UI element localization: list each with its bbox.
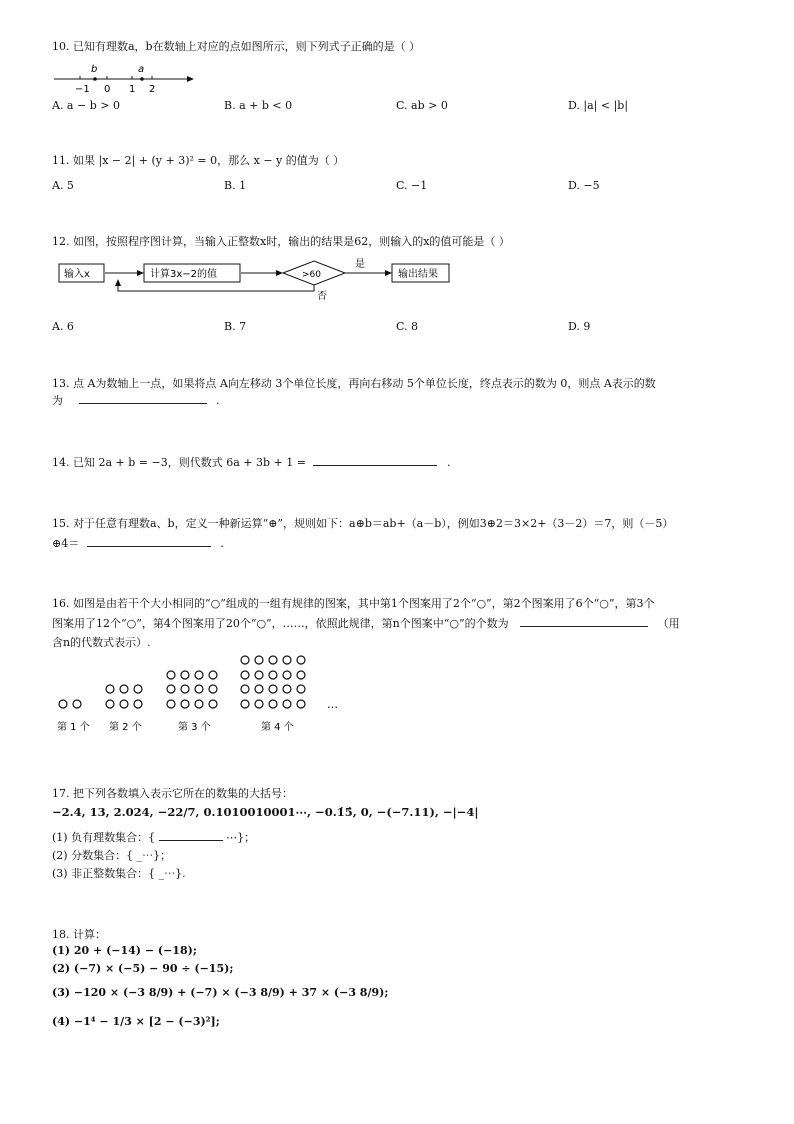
q18-item-4: (4) −1⁴ − 1/3 × [2 − (−3)²]; <box>52 1015 220 1028</box>
q11-stem: 11. 如果 |x − 2| + (y + 3)² = 0，那么 x − y 的值为（ ） <box>52 154 345 167</box>
q16-suffix: （用 <box>657 617 680 630</box>
q16-circle-patterns <box>52 650 352 740</box>
q17-item-2 <box>52 847 171 863</box>
q12-stem: 12. 如图，按照程序图计算，当输入正整数x时，输出的结果是62，则输入的x的值可能是（ ） <box>52 235 510 248</box>
flow-output-box: 输出结果 <box>398 269 438 280</box>
q17-numbers: −2.4, 13, 2.024, −22/7, 0.1010010001⋯, −0.1̇5̇, 0, −(−7.11), −|−4| <box>52 805 479 819</box>
q15-line2 <box>52 535 224 551</box>
q10-option-c: C. ab > 0 <box>396 99 448 112</box>
q14-line <box>52 454 450 470</box>
pattern-3 <box>167 671 217 708</box>
q10-option-b: B. a + b < 0 <box>224 99 293 112</box>
q11-option-c: C. −1 <box>396 179 428 192</box>
tick-label: −1 <box>75 84 90 94</box>
q13-line1: 13. 点 A为数轴上一点，如果将点 A向左移动 3个单位长度，再向右移动 5个单位长度，终点表示的数为 0，则点 A表示的数 <box>52 377 656 390</box>
pattern-1 <box>59 700 81 708</box>
q17-item-1-blank[interactable] <box>159 829 223 841</box>
q14-answer-blank[interactable] <box>313 454 437 466</box>
q17-item-3-tail: _⋯}. <box>158 867 186 880</box>
pattern-label-2: 第 2 个 <box>109 722 142 733</box>
q15-prefix: ⊕4＝ <box>52 537 80 550</box>
q16-line2 <box>52 615 680 631</box>
pattern-label-3: 第 3 个 <box>178 722 211 733</box>
pattern-2 <box>106 685 142 708</box>
q16-line3: 含n的代数式表示）. <box>52 636 151 649</box>
q15-answer-blank[interactable] <box>87 535 211 547</box>
q17-item-3 <box>52 865 186 881</box>
q17-stem: 17. 把下列各数填入表示它所在的数集的大括号： <box>52 787 293 800</box>
q17-item-1-tail: ⋯}； <box>226 831 256 844</box>
q11-option-a: A. 5 <box>52 179 74 192</box>
q16-answer-blank[interactable] <box>520 615 648 627</box>
q18-item-3: (3) −120 × (−3 8/9) + (−7) × (−3 8/9) + 37 × (−3 8/9); <box>52 986 389 999</box>
tick-label: 1 <box>129 84 136 94</box>
flow-condition: >60 <box>302 270 321 280</box>
q11-option-d: D. −5 <box>568 179 600 192</box>
q11-option-b: B. 1 <box>224 179 247 192</box>
q17-item-2-label: (2) 分数集合：{ <box>52 849 134 862</box>
pattern-4 <box>241 656 305 708</box>
q13-prefix: 为 <box>52 394 63 407</box>
label-a: a <box>138 64 145 75</box>
point-a <box>140 77 144 81</box>
flow-no-label: 否 <box>317 291 327 302</box>
q12-option-a: A. 6 <box>52 320 74 333</box>
tick-label: 2 <box>149 84 156 94</box>
q12-option-b: B. 7 <box>224 320 247 333</box>
label-b: b <box>91 64 98 75</box>
q18-item-1: (1) 20 + (−14) − (−18); <box>52 944 197 957</box>
q16-line1: 16. 如图是由若干个大小相同的“○”组成的一组有规律的图案，其中第1个图案用了2个“○”，第2个图案用了6个“○”，第3个 <box>52 597 655 610</box>
q14-suffix: . <box>446 456 451 469</box>
flow-input-box: 输入x <box>64 269 90 280</box>
pattern-label-4: 第 4 个 <box>261 722 294 733</box>
q15-line1: 15. 对于任意有理数a、b，定义一种新运算“⊕”，规则如下：a⊕b＝ab+（a－b），例如3⊕2＝3×2+（3－2）＝7，则（－5） <box>52 517 674 530</box>
q16-prefix: 图案用了12个“○”，第4个图案用了20个“○”，……，依照此规律，第n个图案中“○”的个数为 <box>52 617 509 630</box>
q13-answer-blank[interactable] <box>79 392 207 404</box>
pattern-ellipsis: … <box>327 698 338 711</box>
tick-label: 0 <box>104 84 111 94</box>
q12-option-d: D. 9 <box>568 320 591 333</box>
q17-item-3-label: (3) 非正整数集合：{ <box>52 867 156 880</box>
q10-option-a: A. a − b > 0 <box>52 99 120 112</box>
q18-item-2: (2) (−7) × (−5) − 90 ÷ (−15); <box>52 962 234 975</box>
q10-number-line <box>52 62 197 94</box>
q14-prefix: 14. 已知 2a + b = −3，则代数式 6a + 3b + 1 = <box>52 456 306 469</box>
q17-item-1-label: (1) 负有理数集合：{ <box>52 831 156 844</box>
q13-suffix: . <box>216 394 220 407</box>
q17-item-1 <box>52 829 255 845</box>
q18-stem: 18. 计算： <box>52 928 106 941</box>
pattern-label-1: 第 1 个 <box>57 722 90 733</box>
q17-item-2-tail: _⋯}； <box>136 849 172 862</box>
q15-suffix: . <box>220 537 224 550</box>
q12-flowchart <box>58 256 458 304</box>
point-b <box>93 77 97 81</box>
flow-compute-box: 计算3x−2的值 <box>150 269 218 280</box>
flow-yes-label: 是 <box>355 259 365 270</box>
q10-stem: 10. 已知有理数a，b在数轴上对应的点如图所示，则下列式子正确的是（ ） <box>52 40 421 53</box>
q12-option-c: C. 8 <box>396 320 419 333</box>
q10-option-d: D. |a| < |b| <box>568 99 629 112</box>
q13-line2 <box>52 392 220 408</box>
